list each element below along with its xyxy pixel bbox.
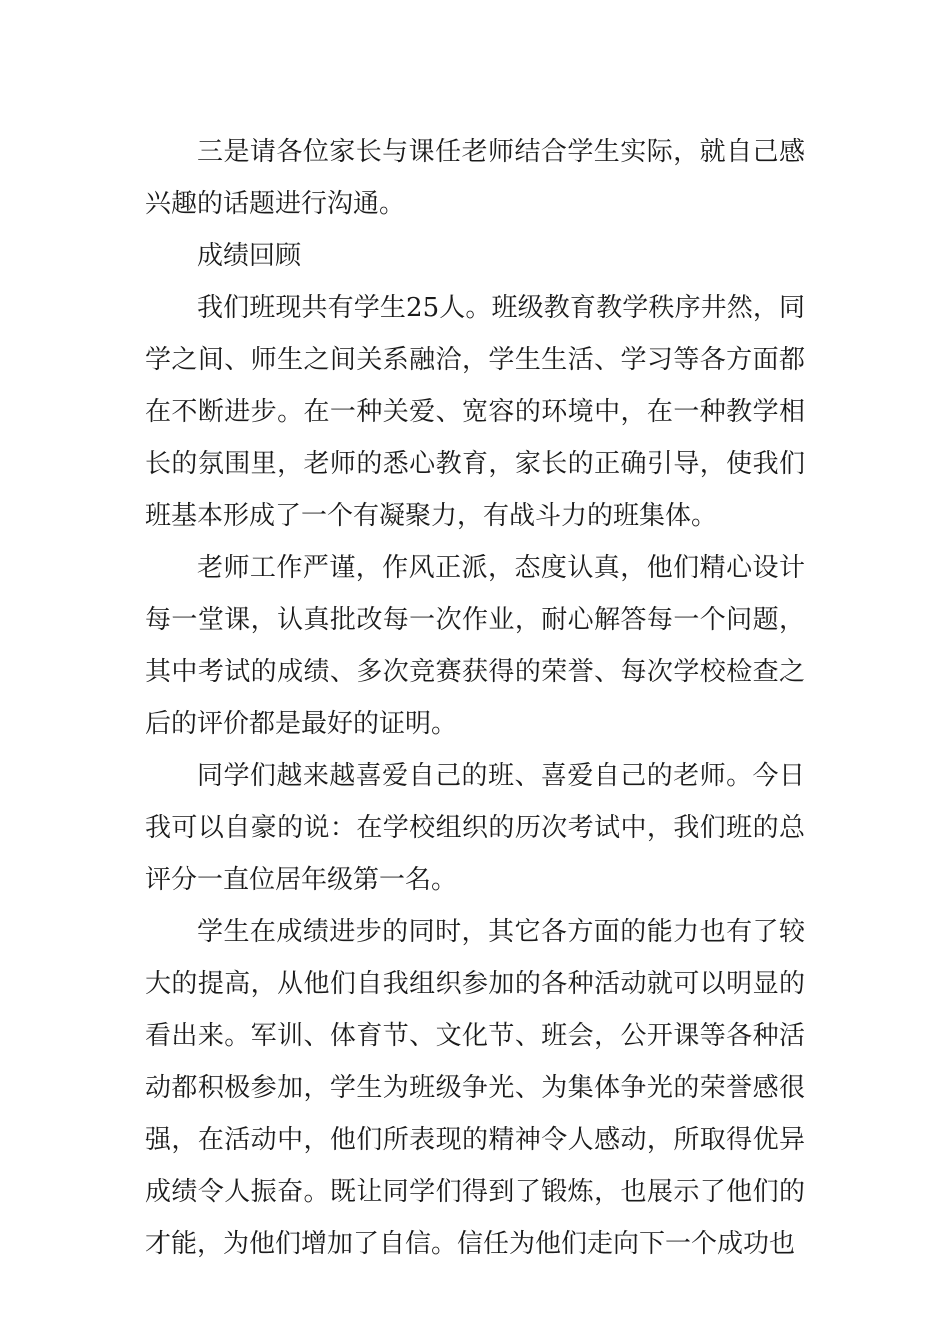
paragraph-parent-communication: 三是请各位家长与课任老师结合学生实际，就自己感兴趣的话题进行沟通。 — [145, 137, 805, 219]
section-heading-achievement-review: 成绩回顾 — [197, 241, 302, 271]
paragraph-class-ranking: 同学们越来越喜爱自己的班、喜爱自己的老师。今日我可以自豪的说：在学校组织的历次考试中，我们班的总评分一直位居年级第一名。 — [145, 761, 805, 895]
paragraph-teacher-work: 老师工作严谨，作风正派，态度认真，他们精心设计每一堂课，认真批改每一次作业，耐心解答每一个问题，其中考试的成绩、多次竞赛获得的荣誉、每次学校检查之后的评价都是最好的证明。 — [145, 553, 805, 739]
paragraph-class-overview: 我们班现共有学生25人。班级教育教学秩序井然，同学之间、师生之间关系融洽，学生生活、学习等各方面都在不断进步。在一种关爱、宽容的环境中，在一种教学相长的氛围里，老师的悉心教育，家长的正确引导，使我们班基本形成了一个有凝聚力，有战斗力的班集体。 — [145, 293, 805, 531]
paragraph-student-activities: 学生在成绩进步的同时，其它各方面的能力也有了较大的提高，从他们自我组织参加的各种活动就可以明显的看出来。军训、体育节、文化节、班会，公开课等各种活动都积极参加，学生为班级争光、为集体争光的荣誉感很强，在活动中，他们所表现的精神令人感动，所取得优异成绩令人振奋。既让同学们得到了锻炼，也展示了他们的才能，为他们增加了自信。信任为他们走向下一个成功也 — [145, 917, 805, 1259]
document-body — [145, 126, 805, 1270]
